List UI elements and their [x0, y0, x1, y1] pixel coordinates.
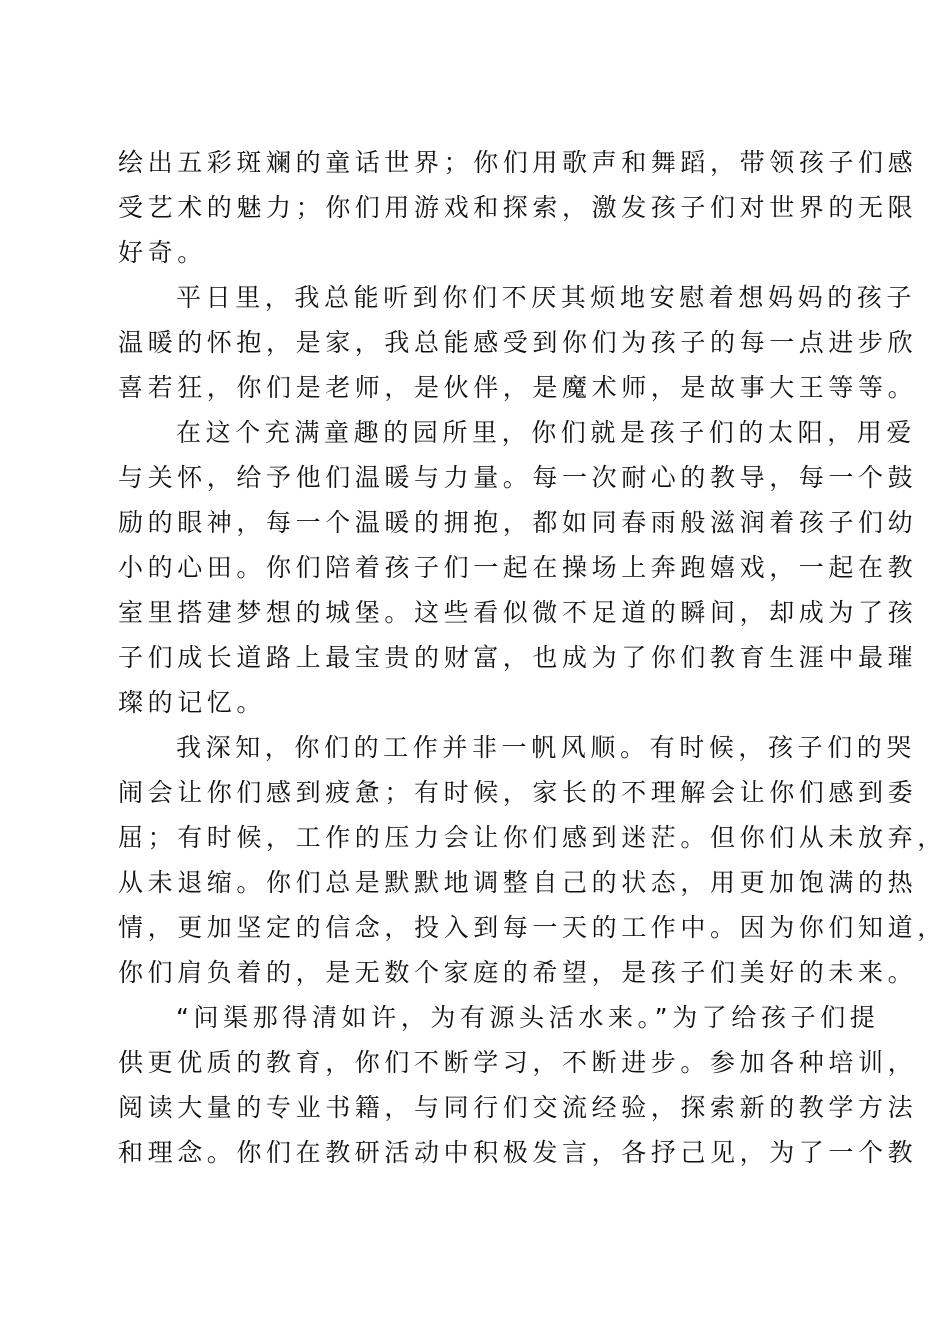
- paragraph-line: 子们成长道路上最宝贵的财富，也成为了你们教育生涯中最璀: [118, 643, 918, 672]
- paragraph-first-line: 我深知，你们的工作并非一帆风顺。有时候，孩子们的哭: [176, 733, 917, 762]
- paragraph-line: 你们肩负着的，是无数个家庭的希望，是孩子们美好的未来。: [118, 958, 918, 987]
- paragraph-line: 温暖的怀抱，是家，我总能感受到你们为孩子的每一点进步欣: [118, 328, 918, 357]
- paragraph-line: 励的眼神，每一个温暖的拥抱，都如同春雨般滋润着孩子们幼: [118, 508, 918, 537]
- paragraph-first-line: “问渠那得清如许，为有源头活水来。”为了给孩子们提: [176, 1003, 880, 1032]
- paragraph-line: 闹会让你们感到疲惫；有时候，家长的不理解会让你们感到委: [118, 778, 918, 807]
- paragraph-line: 阅读大量的专业书籍，与同行们交流经验，探索新的教学方法: [118, 1093, 918, 1122]
- paragraph-line: 和理念。你们在教研活动中积极发言，各抒己见，为了一个教: [118, 1138, 918, 1167]
- paragraph-line: 供更优质的教育，你们不断学习，不断进步。参加各种培训，: [118, 1048, 918, 1077]
- document-body: [118, 140, 947, 1175]
- paragraph-line: 室里搭建梦想的城堡。这些看似微不足道的瞬间，却成为了孩: [118, 598, 918, 627]
- paragraph-line: 情，更加坚定的信念，投入到每一天的工作中。因为你们知道，: [118, 913, 947, 942]
- paragraph-line: 受艺术的魅力；你们用游戏和探索，激发孩子们对世界的无限: [118, 193, 918, 222]
- paragraph-line: 璨的记忆。: [118, 688, 267, 717]
- paragraph-line: 好奇。: [118, 238, 207, 267]
- paragraph-line: 从未退缩。你们总是默默地调整自己的状态，用更加饱满的热: [118, 868, 918, 897]
- paragraph-first-line: 在这个充满童趣的园所里，你们就是孩子们的太阳，用爱: [176, 418, 917, 447]
- paragraph-line: 喜若狂，你们是老师，是伙伴，是魔术师，是故事大王等等。: [118, 373, 918, 402]
- paragraph-line: 小的心田。你们陪着孩子们一起在操场上奔跑嬉戏，一起在教: [118, 553, 918, 582]
- paragraph-first-line: 平日里，我总能听到你们不厌其烦地安慰着想妈妈的孩子: [176, 283, 917, 312]
- paragraph-line: 绘出五彩斑斓的童话世界；你们用歌声和舞蹈，带领孩子们感: [118, 148, 918, 177]
- paragraph-line: 屈；有时候，工作的压力会让你们感到迷茫。但你们从未放弃，: [118, 823, 947, 852]
- paragraph-line: 与关怀，给予他们温暖与力量。每一次耐心的教导，每一个鼓: [118, 463, 918, 492]
